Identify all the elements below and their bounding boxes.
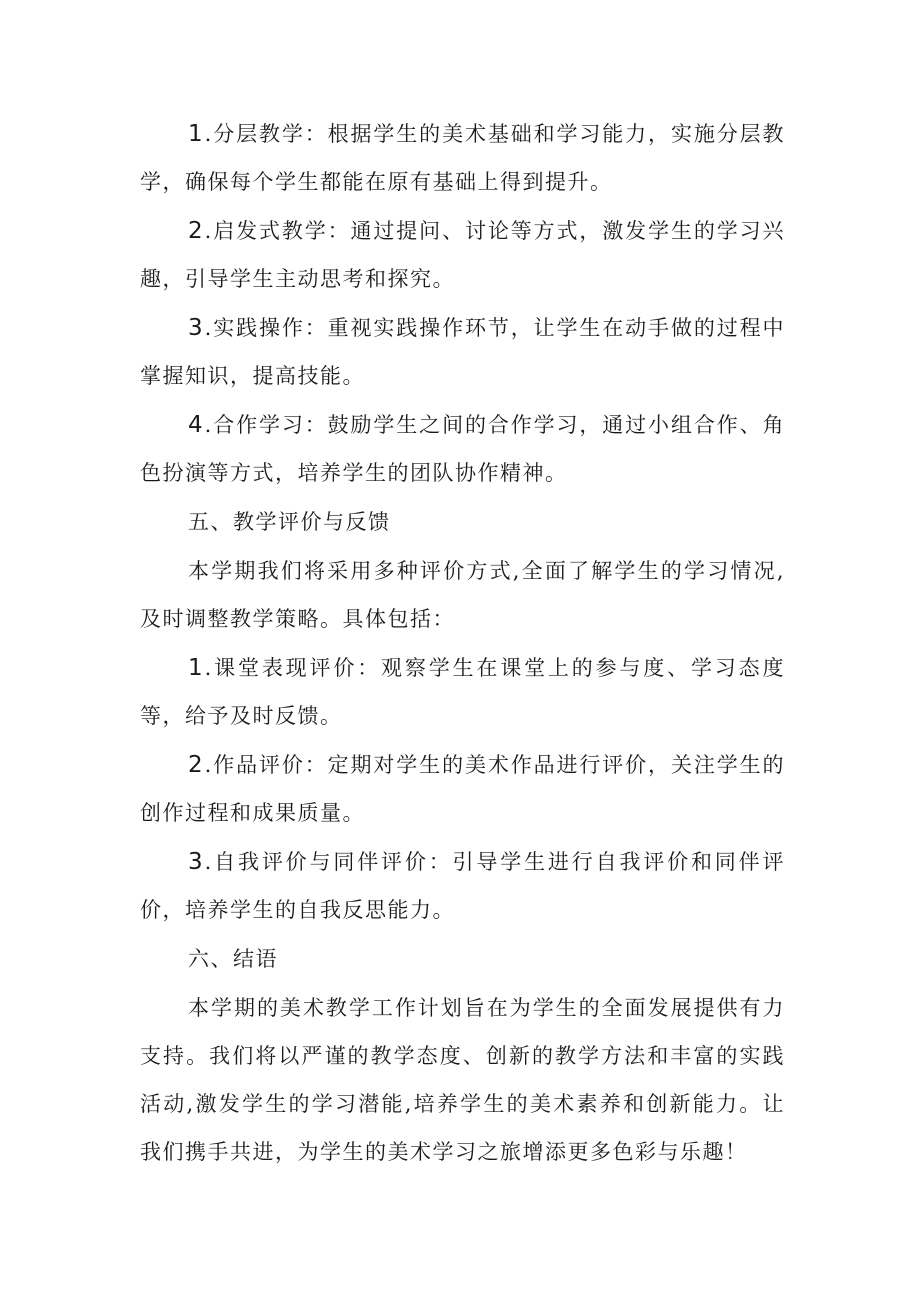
section-heading-conclusion: 六、结语 <box>188 947 278 971</box>
method-item-2 <box>140 207 785 303</box>
method-item-3 <box>140 304 785 400</box>
item-number: 1 <box>188 655 205 681</box>
item-text: .自我评价与同伴评价：引导学生进行自我评价和同伴评价，培养学生的自我反思能力。 <box>140 850 785 922</box>
item-number: 1 <box>188 121 205 147</box>
method-item-1 <box>140 110 785 206</box>
item-text: .启发式教学：通过提问、讨论等方式，激发学生的学习兴趣，引导学生主动思考和探究。 <box>140 219 785 291</box>
evaluation-item-2 <box>140 741 785 837</box>
item-number: 3 <box>188 315 205 341</box>
item-text: .分层教学：根据学生的美术基础和学习能力，实施分层教学，确保每个学生都能在原有基础上得到提升。 <box>140 122 785 194</box>
item-number: 2 <box>188 752 205 778</box>
section-heading-evaluation: 五、教学评价与反馈 <box>188 510 391 534</box>
evaluation-item-1 <box>140 644 785 740</box>
item-text: .课堂表现评价：观察学生在课堂上的参与度、学习态度等，给予及时反馈。 <box>140 656 785 728</box>
item-text: .实践操作：重视实践操作环节，让学生在动手做的过程中掌握知识，提高技能。 <box>140 316 785 388</box>
item-number: 4 <box>188 412 205 438</box>
evaluation-item-3 <box>140 838 785 934</box>
evaluation-intro: 本学期我们将采用多种评价方式,全面了解学生的学习情况,及时调整教学策略。具体包括： <box>140 559 785 631</box>
item-text: .作品评价：定期对学生的美术作品进行评价，关注学生的创作过程和成果质量。 <box>140 753 785 825</box>
method-item-4 <box>140 401 785 497</box>
item-text: .合作学习：鼓励学生之间的合作学习，通过小组合作、角色扮演等方式，培养学生的团队协作精神。 <box>140 413 785 485</box>
item-number: 3 <box>188 849 205 875</box>
document-body <box>140 110 785 1177</box>
conclusion-paragraph: 本学期的美术教学工作计划旨在为学生的全面发展提供有力支持。我们将以严谨的教学态度、创新的教学方法和丰富的实践活动,激发学生的学习潜能,培养学生的美术素养和创新能力。让我们携手共进，为学生的美术学习之旅增添更多色彩与乐趣！ <box>140 996 785 1164</box>
item-number: 2 <box>188 218 205 244</box>
